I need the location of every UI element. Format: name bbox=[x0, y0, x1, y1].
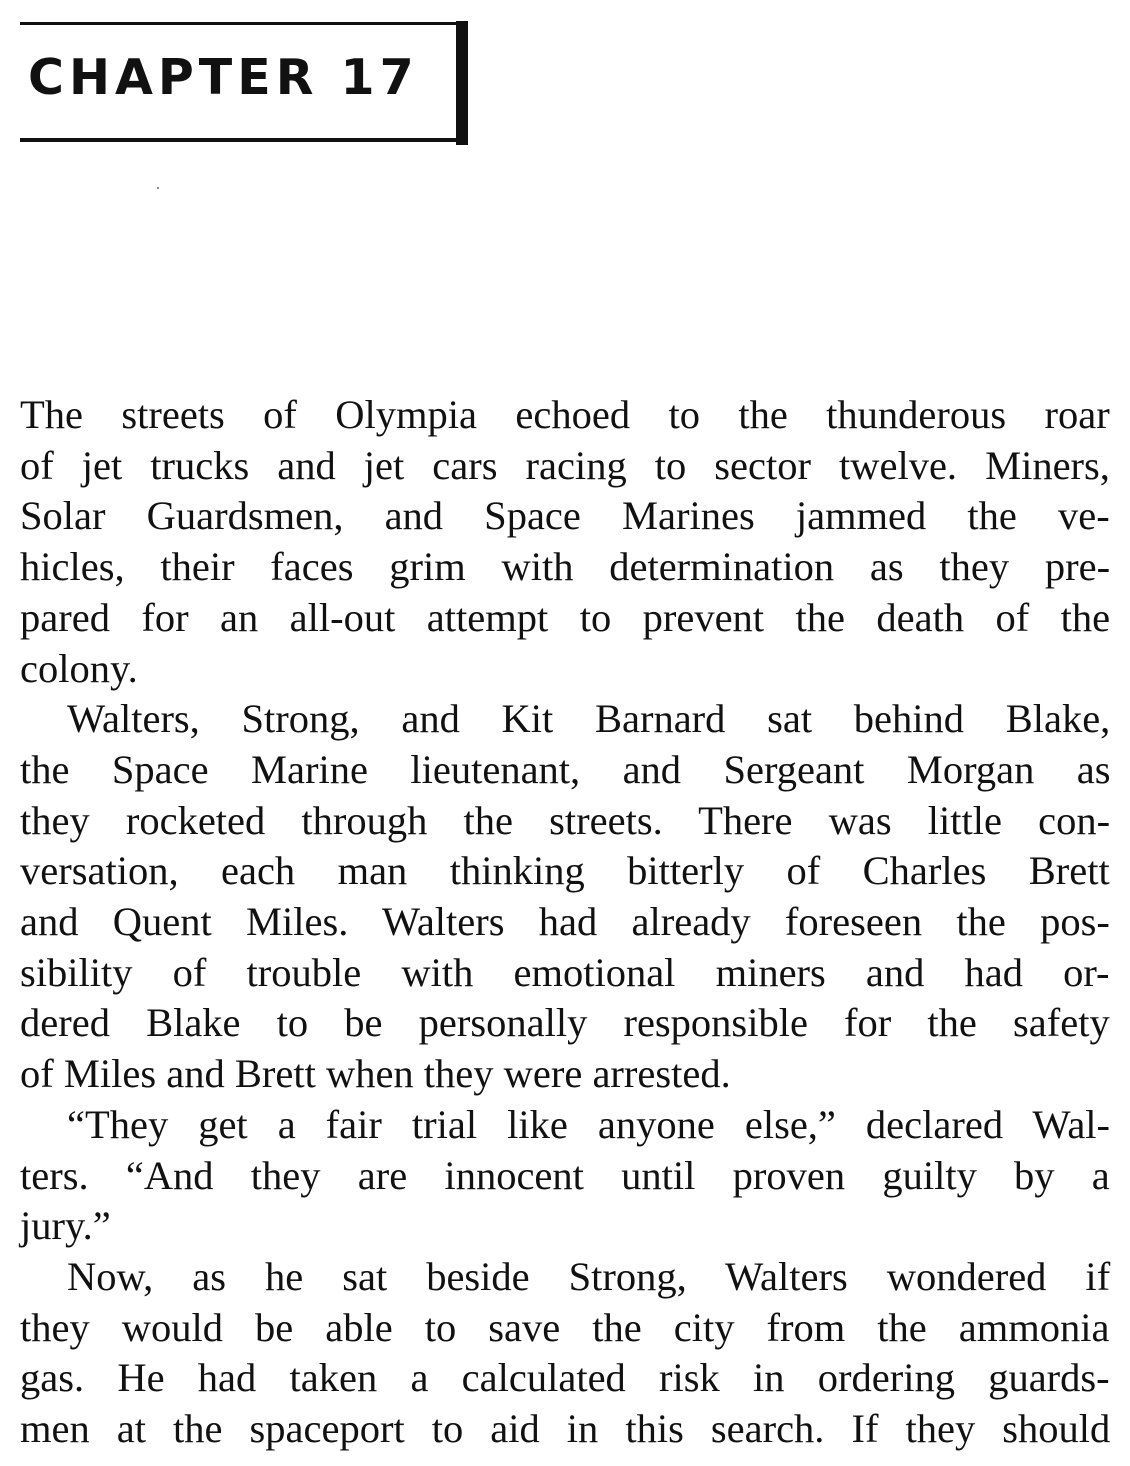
paragraph-1 bbox=[20, 390, 1110, 694]
text-line: they rocketed through the streets. There was little con- bbox=[20, 797, 1111, 843]
text-line: The streets of Olympia echoed to the thunderous roar bbox=[20, 392, 1110, 437]
heading-box-right-bar bbox=[456, 21, 468, 145]
text-line: sibility of trouble with emotional miners and had or- bbox=[20, 949, 1110, 995]
text-line: of Miles and Brett when they were arrested. bbox=[20, 1051, 731, 1097]
text-line: they would be able to save the city from the ammonia bbox=[20, 1304, 1110, 1350]
chapter-body-text bbox=[20, 390, 1110, 1455]
text-line: and Quent Miles. Walters had already foreseen the pos- bbox=[20, 899, 1110, 945]
text-line: gas. He had taken a calculated risk in ordering guards- bbox=[20, 1355, 1110, 1401]
text-line: pared for an all-out attempt to prevent the death of the bbox=[20, 594, 1111, 640]
text-line: versation, each man thinking bitterly of Charles Brett bbox=[20, 848, 1110, 894]
text-line: Now, as he sat beside Strong, Walters wondered if bbox=[67, 1253, 1111, 1299]
text-line: of jet trucks and jet cars racing to sector twelve. Miners, bbox=[20, 442, 1110, 488]
text-line: dered Blake to be personally responsible for the safety bbox=[20, 1000, 1110, 1046]
paragraph-3 bbox=[20, 1100, 1110, 1252]
chapter-heading: CHAPTER 17 bbox=[28, 49, 419, 106]
text-line: jury.” bbox=[20, 1203, 111, 1249]
text-line: Walters, Strong, and Kit Barnard sat behind Blake, bbox=[67, 696, 1111, 742]
chapter-heading-box bbox=[20, 22, 460, 142]
text-line: men at the spaceport to aid in this search. If they should bbox=[20, 1406, 1111, 1452]
paragraph-4 bbox=[20, 1252, 1110, 1455]
text-line: hicles, their faces grim with determination as they pre- bbox=[20, 544, 1111, 590]
text-line: the Space Marine lieutenant, and Sergeant Morgan as bbox=[20, 746, 1111, 792]
paragraph-2 bbox=[20, 694, 1110, 1100]
text-line: “They get a fair trial like anyone else,” declared Wal- bbox=[67, 1101, 1111, 1147]
text-line: Solar Guardsmen, and Space Marines jammed the ve- bbox=[20, 493, 1110, 539]
text-line: colony. bbox=[20, 645, 138, 691]
stray-mark bbox=[157, 187, 159, 189]
text-line: ters. “And they are innocent until proven guilty by a bbox=[20, 1152, 1110, 1198]
